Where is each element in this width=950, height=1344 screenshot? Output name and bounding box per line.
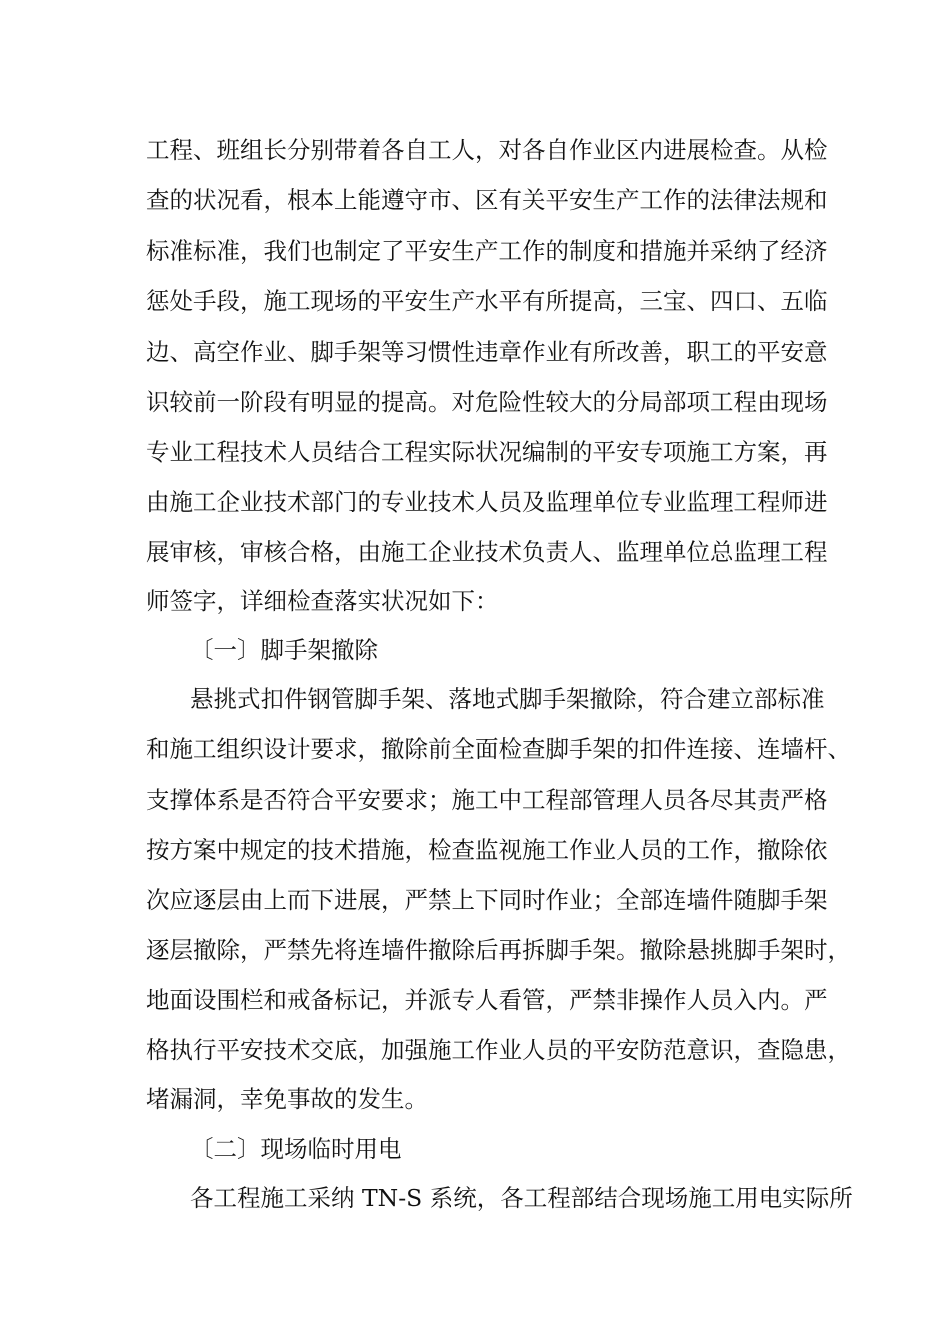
section-heading: 〔二〕现场临时用电 [190, 1135, 402, 1163]
text-line: 工程、班组长分别带着各自工人，对各自作业区内进展检查。从检 [146, 136, 828, 164]
text-line: 边、高空作业、脚手架等习惯性违章作业有所改善，职工的平安意 [146, 338, 828, 366]
text-line: 堵漏洞，幸免事故的发生。 [146, 1085, 428, 1113]
text-line: 悬挑式扣件钢管脚手架、落地式脚手架撤除，符合建立部标准 [190, 685, 825, 713]
text-line: 查的状况看，根本上能遵守市、区有关平安生产工作的法律法规和 [146, 186, 828, 214]
text-line: 专业工程技术人员结合工程实际状况编制的平安专项施工方案，再 [146, 438, 828, 466]
text-line: 次应逐层由上而下进展，严禁上下同时作业；全部连墙件随脚手架 [146, 886, 828, 914]
text-line: 师签字，详细检查落实状况如下： [146, 587, 499, 615]
text-line: 展审核，审核合格，由施工企业技术负责人、监理单位总监理工程 [146, 538, 828, 566]
text-line: 由施工企业技术部门的专业技术人员及监理单位专业监理工程师进 [146, 488, 828, 516]
text-line: 惩处手段，施工现场的平安生产水平有所提高，三宝、四口、五临 [146, 287, 828, 315]
section-heading: 〔一〕脚手架撤除 [190, 636, 378, 664]
text-line: 按方案中规定的技术措施，检查监视施工作业人员的工作，撤除依 [146, 836, 828, 864]
text-line: 格执行平安技术交底，加强施工作业人员的平安防范意识，查隐患， [146, 1036, 851, 1064]
text-line: 各工程施工采纳 TN-S 系统，各工程部结合现场施工用电实际所 [190, 1184, 853, 1212]
text-line: 和施工组织设计要求，撤除前全面检查脚手架的扣件连接、连墙杆、 [146, 735, 851, 763]
text-line: 标准标准，我们也制定了平安生产工作的制度和措施并采纳了经济 [146, 237, 828, 265]
text-line: 识较前一阶段有明显的提高。对危险性较大的分局部项工程由现场 [146, 388, 828, 416]
text-line: 地面设围栏和戒备标记，并派专人看管，严禁非操作人员入内。严 [146, 986, 828, 1014]
text-line: 逐层撤除，严禁先将连墙件撤除后再拆脚手架。撤除悬挑脚手架时， [146, 936, 851, 964]
text-line: 支撑体系是否符合平安要求；施工中工程部管理人员各尽其责严格 [146, 786, 828, 814]
